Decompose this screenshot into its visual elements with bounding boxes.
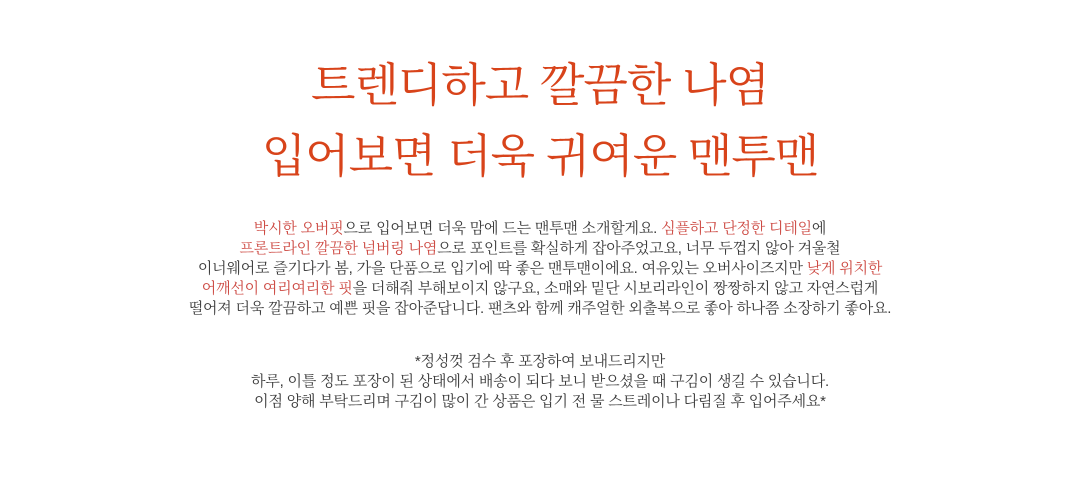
highlighted-text: 낮게 위치한: [806, 260, 883, 277]
description-text: 으로 포인트를 확실하게 잡아주었고요, 너무 두껍지 않아 겨울철: [437, 240, 841, 257]
headline-line: 입어보면 더욱 귀여운 맨투맨: [261, 130, 819, 182]
shipping-notice: [160, 352, 920, 412]
highlighted-text: 심플하고 단정한 디테일: [661, 220, 812, 237]
highlighted-text: 프론트라인 깔끔한 넘버링 나염: [239, 240, 438, 257]
description-text: 떨어져 더욱 깔끔하고 예쁜 핏을 잡아준답니다. 팬츠와 함께 캐주얼한 외출복으로 좋아 하나쯤 소장하기 좋아요.: [188, 300, 892, 317]
description-paragraph: [100, 219, 980, 319]
notice-line: 이점 양해 부탁드리며 구김이 많이 간 상품은 입기 전 물 스트레이나 다림질 후 입어주세요*: [254, 393, 826, 410]
description-text: 을 더해줘 부해보이지 않구요, 소매와 밑단 시보리라인이 짱짱하지 않고 자연스럽게: [352, 280, 879, 297]
notice-line: *정성껏 검수 후 포장하여 보내드리지만: [414, 353, 666, 370]
description-text: 에: [811, 220, 827, 237]
description-text: 이너웨어로 즐기다가 봄, 가을 단품으로 입기에 딱 좋은 맨투맨이에요. 여유있는 오버사이즈지만: [197, 260, 807, 277]
description-text: 으로 입어보면 더욱 맘에 드는 맨투맨 소개할게요.: [343, 220, 662, 237]
headline-line: 트렌디하고 깔끔한 나염: [311, 59, 769, 111]
page-title: [0, 0, 1080, 192]
highlighted-text: 박시한 오버핏: [253, 220, 344, 237]
notice-line: 하루, 이틀 정도 포장이 된 상태에서 배송이 되다 보니 받으셨을 때 구김이 생길 수 있습니다.: [251, 373, 829, 390]
highlighted-text: 어깨선이 여리여리한 핏: [201, 280, 353, 297]
